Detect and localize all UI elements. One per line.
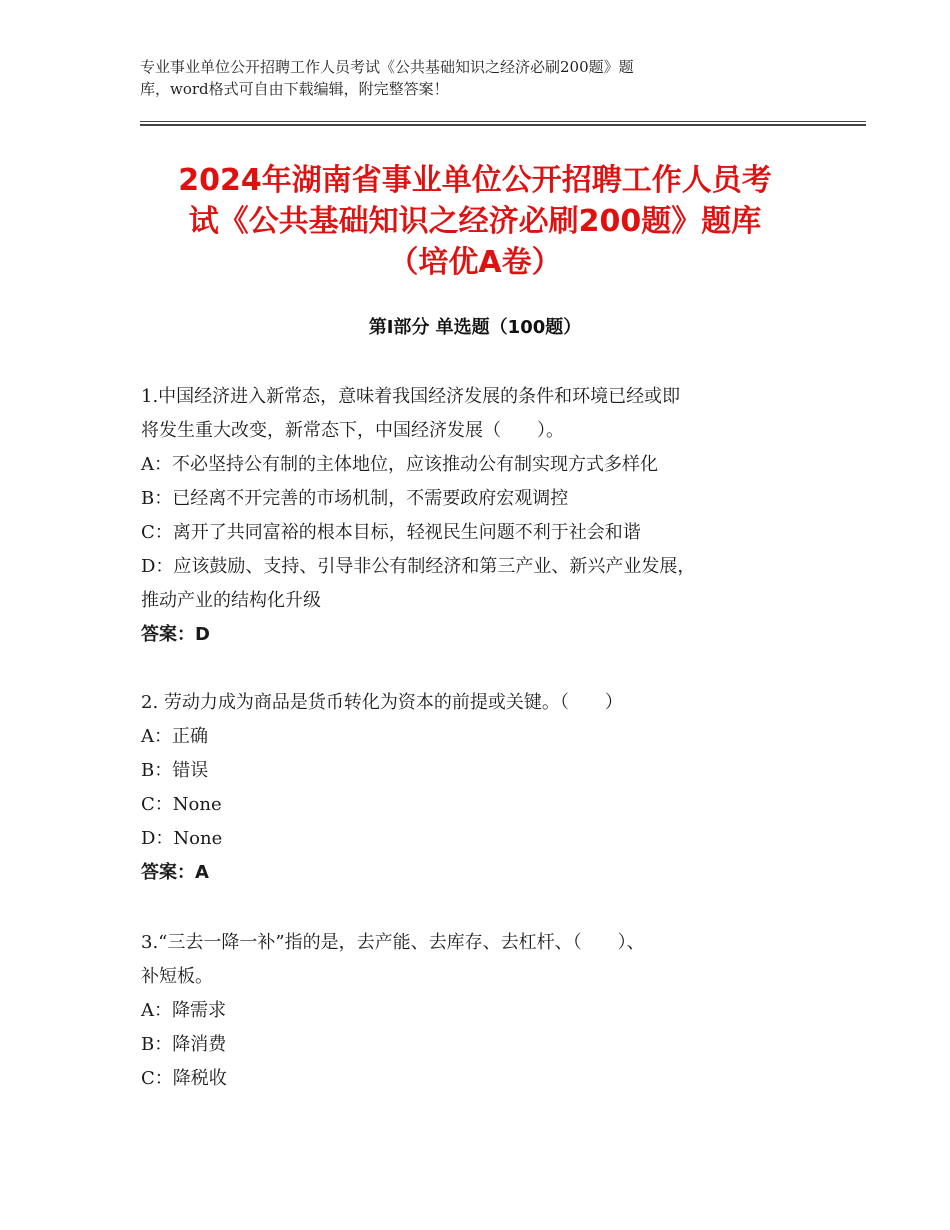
question-stem: 1.中国经济进入新常态，意味着我国经济发展的条件和环境已经或即 xyxy=(141,386,681,407)
header-divider-thin xyxy=(140,121,866,122)
option-b: B：降消费 xyxy=(141,1034,227,1055)
header-note-line: 专业事业单位公开招聘工作人员考试《公共基础知识之经济必刷200题》题 xyxy=(140,58,634,76)
option-c: C：离开了共同富裕的根本目标，轻视民生问题不利于社会和谐 xyxy=(141,522,641,543)
option-a: A：正确 xyxy=(141,726,208,747)
header-note xyxy=(140,56,780,100)
title-line: 2024年湖南省事业单位公开招聘工作人员考 xyxy=(178,163,772,198)
section-heading: 第Ⅰ部分 单选题（100题） xyxy=(368,317,582,338)
title-line: 试《公共基础知识之经济必刷200题》题库 xyxy=(188,204,762,239)
option-c: C：None xyxy=(141,794,222,815)
answer-label: 答案：A xyxy=(141,862,209,883)
option-d: D：None xyxy=(141,828,223,849)
header-divider-thick xyxy=(140,124,866,126)
header-note-line: 库，word格式可自由下载编辑，附完整答案！ xyxy=(140,80,449,98)
option-d: 推动产业的结构化升级 xyxy=(141,590,321,611)
option-a: A：不必坚持公有制的主体地位，应该推动公有制实现方式多样化 xyxy=(141,454,658,475)
option-b: B：错误 xyxy=(141,760,209,781)
question-stem: 3.“三去一降一补”指的是，去产能、去库存、去杠杆、（ ）、 xyxy=(141,932,645,953)
document-title xyxy=(100,160,850,283)
question-stem: 2. 劳动力成为商品是货币转化为资本的前提或关键。（ ） xyxy=(141,692,623,713)
option-b: B：已经离不开完善的市场机制，不需要政府宏观调控 xyxy=(141,488,569,509)
answer-label: 答案：D xyxy=(141,624,210,645)
option-d: D：应该鼓励、支持、引导非公有制经济和第三产业、新兴产业发展， xyxy=(141,556,696,577)
title-line: （培优A卷） xyxy=(388,245,562,280)
option-c: C：降税收 xyxy=(141,1068,227,1089)
question-stem: 补短板。 xyxy=(141,966,213,987)
option-a: A：降需求 xyxy=(141,1000,226,1021)
question-stem: 将发生重大改变，新常态下，中国经济发展（ ）。 xyxy=(141,420,564,441)
